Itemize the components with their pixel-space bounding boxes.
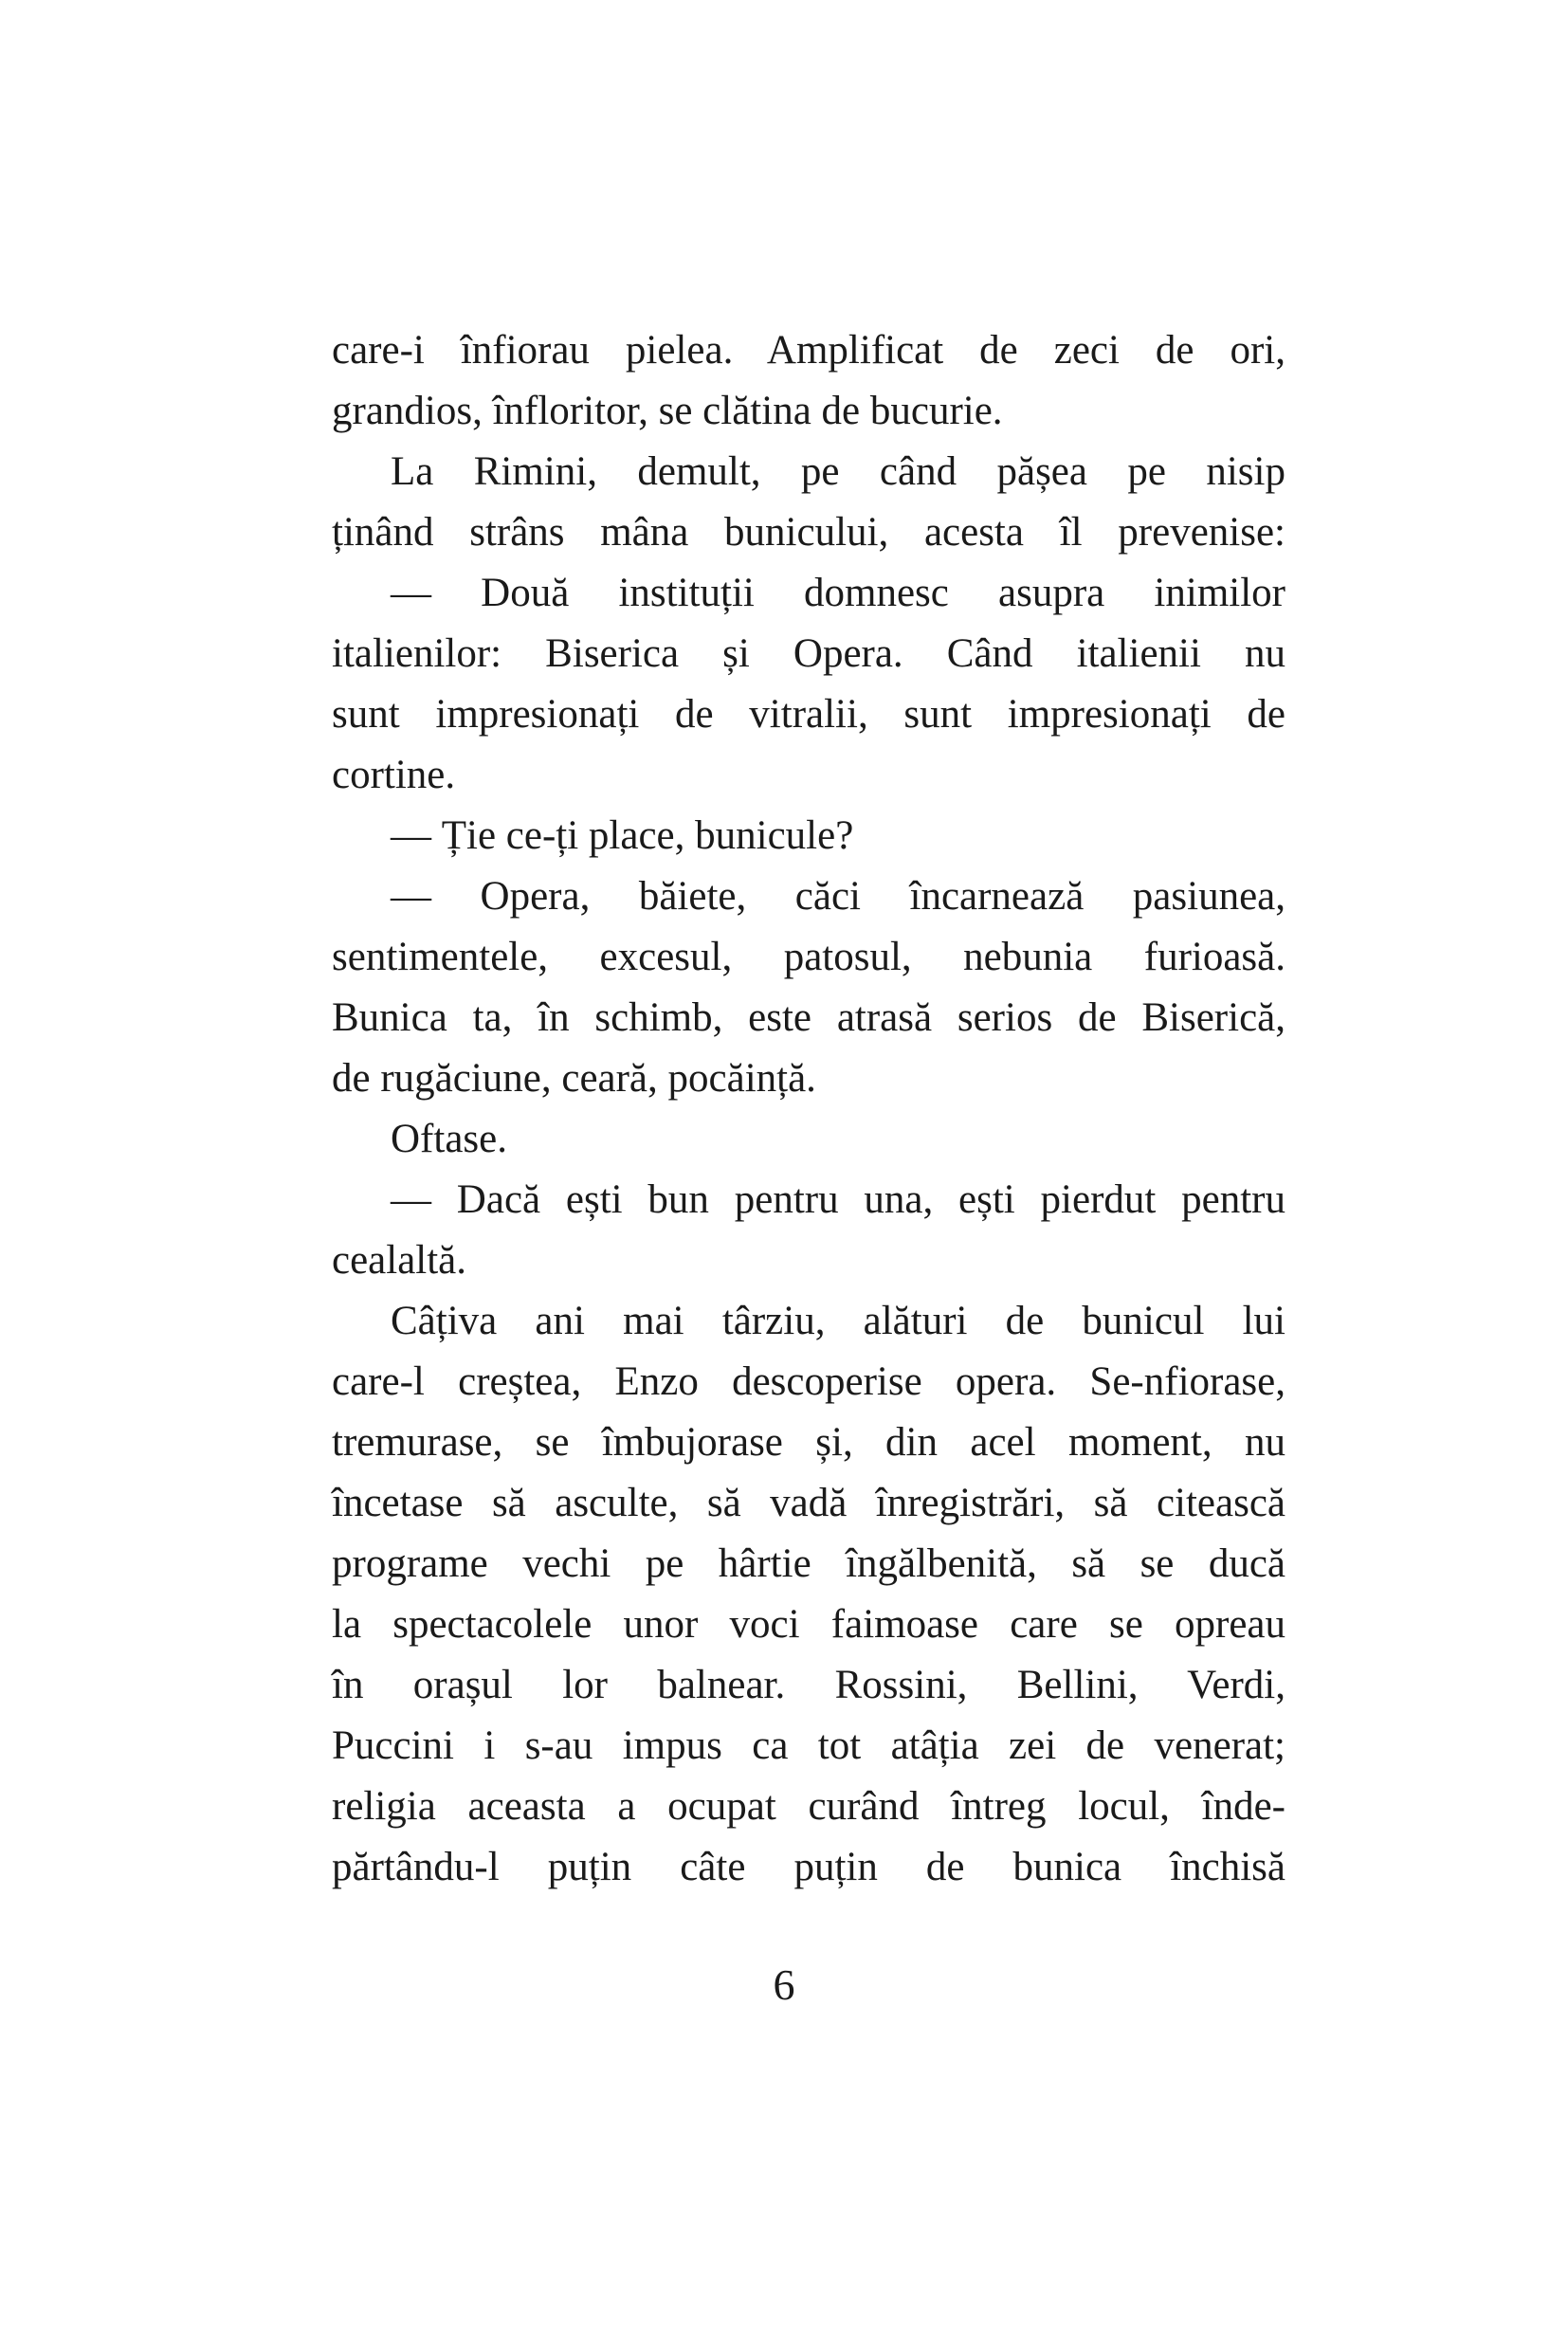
text-line: religia aceasta a ocupat curând întreg locul, înde-	[332, 1784, 1285, 1829]
text-line: — Ție ce-ți place, bunicule?	[391, 813, 854, 858]
text-line: Câțiva ani mai târziu, alături de bunicul lui	[391, 1299, 1285, 1343]
text-line: cealaltă.	[332, 1238, 467, 1283]
text-line: în orașul lor balnear. Rossini, Bellini, Verdi,	[332, 1663, 1285, 1707]
text-line: programe vechi pe hârtie îngălbenită, să se ducă	[332, 1541, 1285, 1586]
text-line: cortine.	[332, 753, 456, 797]
text-line: Bunica ta, în schimb, este atrasă serios de Biserică,	[332, 995, 1285, 1040]
text-line: de rugăciune, ceară, pocăință.	[332, 1056, 816, 1101]
text-line: părtându-l puțin câte puțin de bunica închisă	[332, 1845, 1285, 1889]
page-number: 6	[773, 1960, 795, 2009]
text-line: — Două instituții domnesc asupra inimilor	[391, 571, 1285, 615]
text-line: la spectacolele unor voci faimoase care se opreau	[332, 1602, 1285, 1647]
text-line: italienilor: Biserica și Opera. Când italienii nu	[332, 631, 1285, 676]
text-line: tremurase, se îmbujorase și, din acel moment, nu	[332, 1420, 1285, 1465]
text-line: ținând strâns mâna bunicului, acesta îl prevenise:	[332, 510, 1285, 555]
text-line: grandios, înfloritor, se clătina de bucurie.	[332, 389, 1003, 433]
text-line: sentimentele, excesul, patosul, nebunia furioasă.	[332, 935, 1285, 979]
text-line: Puccini i s-au impus ca tot atâția zei de venerat;	[332, 1723, 1285, 1768]
text-line: care-l creștea, Enzo descoperise opera. Se-nfiorase,	[332, 1359, 1285, 1404]
text-line: sunt impresionați de vitralii, sunt impresionați de	[332, 692, 1285, 737]
text-line: încetase să asculte, să vadă înregistrări, să citească	[332, 1481, 1285, 1525]
body-text	[332, 320, 1285, 1898]
text-line: — Dacă ești bun pentru una, ești pierdut pentru	[391, 1177, 1285, 1222]
text-line: care-i înfiorau pielea. Amplificat de zeci de ori,	[332, 328, 1285, 373]
text-line: La Rimini, demult, pe când pășea pe nisip	[391, 449, 1285, 494]
text-line: Oftase.	[391, 1117, 507, 1161]
text-line: — Opera, băiete, căci încarnează pasiunea,	[391, 874, 1285, 919]
